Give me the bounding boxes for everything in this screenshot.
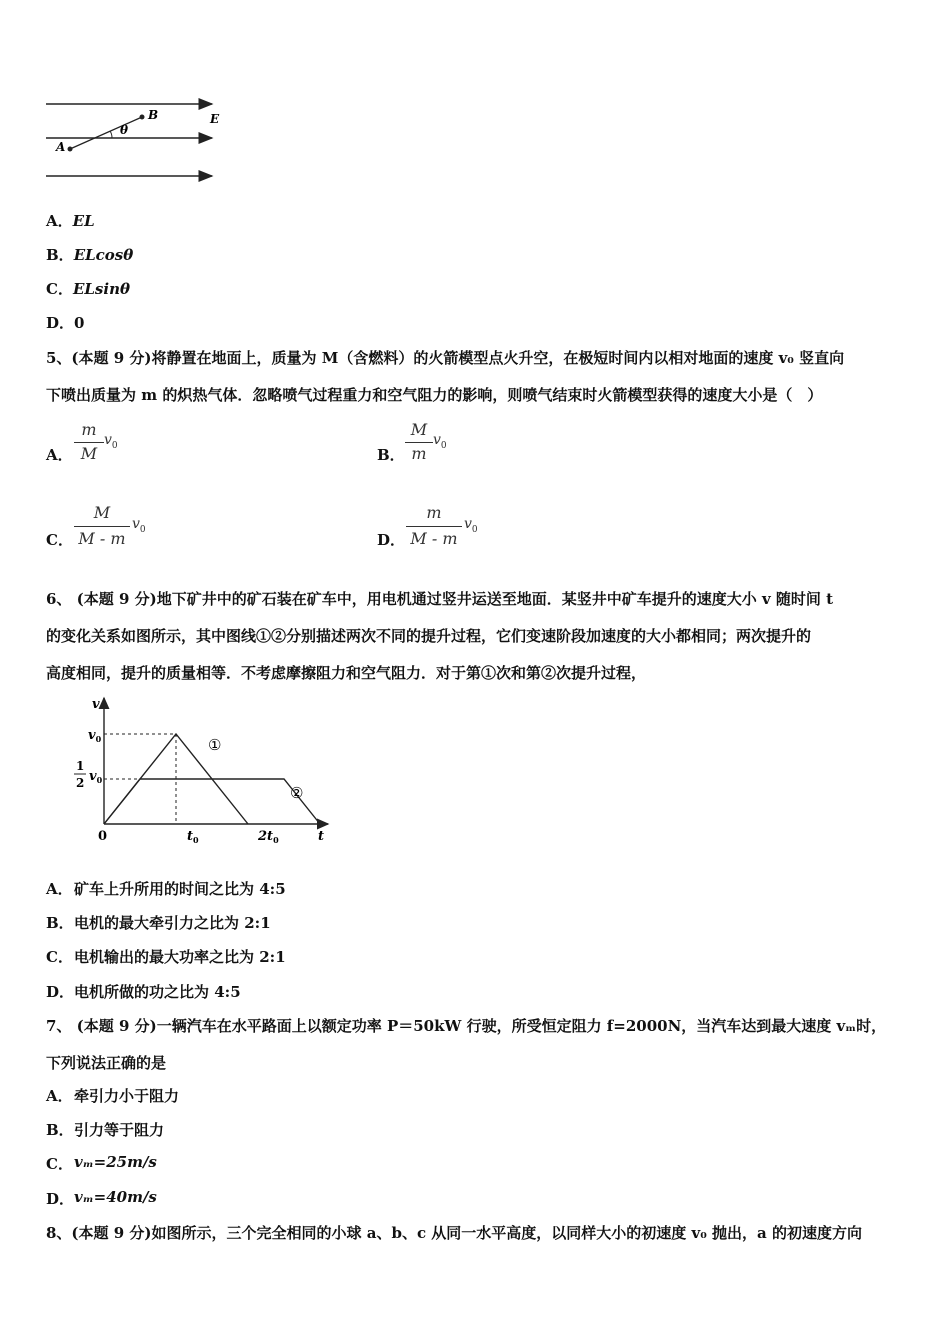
segment-ab (70, 117, 142, 149)
tick-label-v0: $v_0$ (88, 728, 102, 744)
option-text: 0 (74, 314, 85, 332)
option-letter: C． (46, 280, 73, 298)
curve-2-label: ② (290, 784, 304, 802)
tick-label-2t0: $2t_0$ (258, 829, 279, 845)
q6-option-c-text: 电机输出的最大功率之比为 2:1 (74, 948, 286, 966)
x-axis-label: t (318, 829, 325, 844)
label-a: A (56, 140, 66, 154)
numerator: M (93, 503, 111, 522)
point-b (140, 115, 145, 120)
fraction-bar (74, 442, 104, 443)
q5-stem-line2: 下喷出质量为 m 的炽热气体．忽略喷气过程重力和空气阻力的影响，则喷气结束时火箭模型获得的速度大小是（ ） (46, 386, 823, 404)
q6-option-d-text: 电机所做的功之比为 4:5 (74, 983, 241, 1001)
q5-option-b-fraction (405, 420, 447, 468)
tick-label-half-den: 2 (76, 776, 85, 790)
tick-label-t0: $t_0$ (187, 829, 199, 845)
q5-option-c-letter[interactable]: C． (46, 531, 73, 549)
q5-option-d-letter[interactable]: D． (377, 531, 406, 549)
q6-stem-line1: 6、 (本题 9 分)地下矿井中的矿石装在矿车中，用电机通过竖井运送至地面．某竖井中矿车提升的速度大小 v 随时间 t (46, 590, 834, 608)
fraction-bar (405, 442, 433, 443)
q6-option-b-text: 电机的最大牵引力之比为 2:1 (74, 914, 271, 932)
q5-option-a-fraction (74, 420, 118, 468)
q6-option-b[interactable]: B． (46, 914, 74, 932)
label-b: B (148, 108, 159, 122)
numerator: M (410, 420, 428, 439)
q6-option-a-text: 矿车上升所用的时间之比为 4:5 (74, 880, 286, 898)
q6-stem-line2: 的变化关系如图所示，其中图线①②分别描述两次不同的提升过程，它们变速阶段加速度的大小都相同；两次提升的 (46, 627, 812, 645)
origin-label: 0 (98, 829, 108, 844)
denominator: M - m (78, 529, 126, 548)
series-curve-2 (104, 779, 320, 824)
velocity-symbol: $v_0$ (433, 432, 447, 451)
q5-option-a-letter[interactable]: A． (46, 446, 73, 464)
numerator: m (426, 503, 442, 522)
q5-stem-line1: 5、(本题 9 分)将静置在地面上，质量为 M（含燃料）的火箭模型点火升空，在极短时间内以相对地面的速度 v₀ 竖直向 (46, 349, 845, 367)
q7-option-b-text: 引力等于阻力 (74, 1121, 165, 1139)
q4-option-c[interactable] (46, 278, 130, 299)
denominator: M - m (410, 529, 458, 548)
q7-option-a-text: 牵引力小于阻力 (74, 1087, 180, 1105)
label-theta: θ (120, 123, 129, 137)
q4-option-a[interactable] (46, 210, 95, 231)
option-text: ELsinθ (72, 280, 130, 298)
velocity-symbol: $v_0$ (104, 432, 118, 451)
velocity-symbol: $v_0$ (464, 516, 478, 535)
q6-option-d[interactable]: D． (46, 983, 75, 1001)
field-diagram (40, 95, 230, 190)
q7-option-d[interactable]: D． (46, 1190, 75, 1208)
q7-option-b[interactable]: B． (46, 1121, 74, 1139)
q6-option-a[interactable]: A． (46, 880, 73, 898)
q8-stem-line1: 8、(本题 9 分)如图所示，三个完全相同的小球 a、b、c 从同一水平高度，以同样大小的初速度 v₀ 抛出，a 的初速度方向 (46, 1224, 862, 1242)
q7-stem-line2: 下列说法正确的是 (46, 1054, 167, 1072)
numerator: m (81, 420, 97, 439)
fraction-bar (74, 526, 130, 527)
tick-label-half-num: 1 (76, 759, 85, 773)
point-a (68, 147, 73, 152)
q6-option-c[interactable]: C． (46, 948, 73, 966)
q7-stem-line1: 7、 (本题 9 分)一辆汽车在水平路面上以额定功率 P＝50kW 行驶，所受恒定阻力 f=2000N，当汽车达到最大速度 vₘ时， (46, 1017, 887, 1035)
denominator: m (411, 444, 427, 463)
q5-option-c-fraction (74, 503, 146, 553)
option-text: ELcosθ (73, 246, 134, 264)
q5-option-d-fraction (406, 503, 478, 553)
q4-option-d[interactable] (46, 312, 84, 333)
option-text: EL (72, 212, 95, 230)
velocity-time-graph (46, 690, 346, 855)
option-letter: A． (46, 212, 73, 230)
y-axis-label: v (92, 697, 100, 712)
q7-option-c-text: vₘ=25m/s (74, 1153, 157, 1171)
q7-option-a[interactable]: A． (46, 1087, 73, 1105)
q7-option-d-text: vₘ=40m/s (74, 1188, 157, 1206)
curve-1-label: ① (208, 736, 222, 754)
q7-option-c[interactable]: C． (46, 1155, 73, 1173)
label-e: E (210, 112, 220, 126)
velocity-symbol: $v_0$ (132, 516, 146, 535)
denominator: M (80, 444, 98, 463)
option-letter: B． (46, 246, 74, 264)
option-letter: D． (46, 314, 75, 332)
angle-arc (110, 131, 112, 138)
q5-option-b-letter[interactable]: B． (377, 446, 405, 464)
q6-stem-line3: 高度相同，提升的质量相等．不考虑摩擦阻力和空气阻力．对于第①次和第②次提升过程， (46, 664, 647, 682)
q4-option-b[interactable] (46, 244, 133, 265)
fraction-bar (406, 526, 462, 527)
tick-label-half-v0: $v_0$ (89, 769, 103, 785)
